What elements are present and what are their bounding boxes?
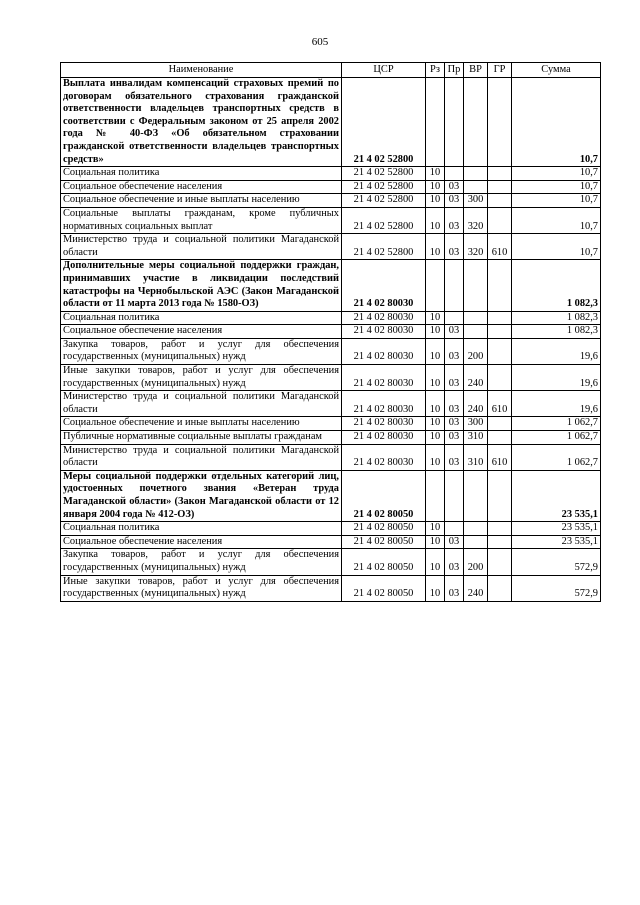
cell-pr: 03	[445, 207, 464, 233]
cell-sum: 1 082,3	[512, 325, 601, 339]
cell-rz	[426, 260, 445, 311]
cell-pr: 03	[445, 338, 464, 364]
cell-csr: 21 4 02 80050	[342, 470, 426, 521]
cell-sum: 23 535,1	[512, 470, 601, 521]
cell-sum: 23 535,1	[512, 522, 601, 536]
cell-csr: 21 4 02 52800	[342, 234, 426, 260]
table-header-row	[61, 63, 601, 78]
cell-rz: 10	[426, 365, 445, 391]
cell-sum: 572,9	[512, 549, 601, 575]
cell-csr: 21 4 02 80050	[342, 575, 426, 601]
cell-gr	[488, 575, 512, 601]
cell-sum: 572,9	[512, 575, 601, 601]
cell-vr	[464, 535, 488, 549]
cell-name: Социальная политика	[61, 311, 342, 325]
table-row	[61, 535, 601, 549]
cell-gr: 610	[488, 391, 512, 417]
cell-name: Социальная политика	[61, 167, 342, 181]
cell-sum: 1 062,7	[512, 417, 601, 431]
cell-vr: 300	[464, 194, 488, 208]
cell-gr	[488, 431, 512, 445]
cell-pr	[445, 470, 464, 521]
table-body	[61, 78, 601, 602]
cell-gr	[488, 78, 512, 167]
cell-rz: 10	[426, 325, 445, 339]
cell-sum: 10,7	[512, 167, 601, 181]
cell-gr	[488, 338, 512, 364]
header-gr: ГР	[488, 63, 512, 78]
table-row	[61, 260, 601, 311]
cell-name: Социальное обеспечение населения	[61, 535, 342, 549]
cell-vr: 310	[464, 444, 488, 470]
cell-csr: 21 4 02 52800	[342, 78, 426, 167]
cell-vr: 320	[464, 234, 488, 260]
cell-name: Социальное обеспечение населения	[61, 325, 342, 339]
cell-sum: 1 062,7	[512, 444, 601, 470]
cell-sum: 1 082,3	[512, 260, 601, 311]
cell-name: Иные закупки товаров, работ и услуг для обеспечения государственных (муниципальных) нужд	[61, 365, 342, 391]
cell-rz: 10	[426, 535, 445, 549]
cell-sum: 23 535,1	[512, 535, 601, 549]
header-rz: Рз	[426, 63, 445, 78]
cell-gr: 610	[488, 234, 512, 260]
cell-rz: 10	[426, 444, 445, 470]
cell-gr	[488, 180, 512, 194]
cell-sum: 10,7	[512, 194, 601, 208]
cell-rz: 10	[426, 338, 445, 364]
cell-rz: 10	[426, 391, 445, 417]
cell-gr	[488, 535, 512, 549]
cell-pr: 03	[445, 575, 464, 601]
cell-pr: 03	[445, 234, 464, 260]
cell-gr	[488, 325, 512, 339]
cell-name: Министерство труда и социальной политики Магаданской области	[61, 234, 342, 260]
cell-vr	[464, 470, 488, 521]
cell-pr	[445, 311, 464, 325]
page-number: 605	[311, 36, 329, 48]
cell-gr	[488, 470, 512, 521]
cell-csr: 21 4 02 80050	[342, 549, 426, 575]
cell-csr: 21 4 02 52800	[342, 194, 426, 208]
cell-name: Иные закупки товаров, работ и услуг для обеспечения государственных (муниципальных) нужд	[61, 575, 342, 601]
cell-pr: 03	[445, 549, 464, 575]
table-row	[61, 522, 601, 536]
cell-vr: 320	[464, 207, 488, 233]
table-row	[61, 391, 601, 417]
cell-csr: 21 4 02 80030	[342, 444, 426, 470]
cell-sum: 1 082,3	[512, 311, 601, 325]
cell-csr: 21 4 02 52800	[342, 207, 426, 233]
cell-sum: 10,7	[512, 234, 601, 260]
cell-csr: 21 4 02 80030	[342, 431, 426, 445]
cell-rz: 10	[426, 180, 445, 194]
cell-pr: 03	[445, 365, 464, 391]
header-sum: Сумма	[512, 63, 601, 78]
cell-rz	[426, 78, 445, 167]
cell-name: Социальное обеспечение и иные выплаты населению	[61, 194, 342, 208]
cell-sum: 1 062,7	[512, 431, 601, 445]
header-pr: Пр	[445, 63, 464, 78]
cell-gr	[488, 260, 512, 311]
table-row	[61, 470, 601, 521]
cell-csr: 21 4 02 52800	[342, 167, 426, 181]
cell-csr: 21 4 02 80030	[342, 311, 426, 325]
cell-rz: 10	[426, 417, 445, 431]
cell-pr	[445, 78, 464, 167]
cell-sum: 19,6	[512, 391, 601, 417]
cell-vr	[464, 180, 488, 194]
cell-rz: 10	[426, 575, 445, 601]
cell-gr	[488, 194, 512, 208]
cell-pr: 03	[445, 325, 464, 339]
table-row	[61, 180, 601, 194]
table-row	[61, 311, 601, 325]
table-row	[61, 167, 601, 181]
table-row	[61, 194, 601, 208]
cell-vr	[464, 325, 488, 339]
table-row	[61, 78, 601, 167]
cell-sum: 19,6	[512, 365, 601, 391]
cell-gr	[488, 417, 512, 431]
cell-vr: 240	[464, 391, 488, 417]
cell-name: Социальные выплаты гражданам, кроме публичных нормативных социальных выплат	[61, 207, 342, 233]
cell-gr: 610	[488, 444, 512, 470]
header-name: Наименование	[61, 63, 342, 78]
cell-name: Социальное обеспечение населения	[61, 180, 342, 194]
cell-vr: 240	[464, 575, 488, 601]
cell-vr: 200	[464, 338, 488, 364]
cell-sum: 10,7	[512, 207, 601, 233]
cell-name: Министерство труда и социальной политики Магаданской области	[61, 391, 342, 417]
cell-sum: 19,6	[512, 338, 601, 364]
table-row	[61, 325, 601, 339]
cell-pr: 03	[445, 391, 464, 417]
cell-rz: 10	[426, 522, 445, 536]
cell-rz	[426, 470, 445, 521]
cell-rz: 10	[426, 167, 445, 181]
cell-sum: 10,7	[512, 180, 601, 194]
cell-csr: 21 4 02 80030	[342, 260, 426, 311]
budget-table	[60, 62, 601, 602]
table-row	[61, 575, 601, 601]
cell-pr: 03	[445, 444, 464, 470]
cell-csr: 21 4 02 80030	[342, 325, 426, 339]
cell-gr	[488, 167, 512, 181]
cell-csr: 21 4 02 80050	[342, 535, 426, 549]
cell-pr: 03	[445, 431, 464, 445]
cell-rz: 10	[426, 234, 445, 260]
cell-vr	[464, 78, 488, 167]
cell-vr: 300	[464, 417, 488, 431]
cell-name: Закупка товаров, работ и услуг для обеспечения государственных (муниципальных) нужд	[61, 338, 342, 364]
cell-vr	[464, 260, 488, 311]
table-row	[61, 431, 601, 445]
header-csr: ЦСР	[342, 63, 426, 78]
cell-pr	[445, 260, 464, 311]
cell-vr	[464, 311, 488, 325]
cell-name: Меры социальной поддержки отдельных категорий лиц, удостоенных почетного звания «Ветеран труда Магаданской области» (Закон Магаданской области от 12 января 2004 года № 412-ОЗ)	[61, 470, 342, 521]
cell-rz: 10	[426, 549, 445, 575]
cell-csr: 21 4 02 80030	[342, 365, 426, 391]
cell-csr: 21 4 02 80030	[342, 391, 426, 417]
cell-sum: 10,7	[512, 78, 601, 167]
table-row	[61, 234, 601, 260]
cell-pr: 03	[445, 417, 464, 431]
cell-gr	[488, 365, 512, 391]
cell-name: Публичные нормативные социальные выплаты гражданам	[61, 431, 342, 445]
cell-gr	[488, 549, 512, 575]
table-row	[61, 549, 601, 575]
cell-vr: 240	[464, 365, 488, 391]
cell-name: Социальное обеспечение и иные выплаты населению	[61, 417, 342, 431]
cell-csr: 21 4 02 80050	[342, 522, 426, 536]
cell-rz: 10	[426, 207, 445, 233]
table-row	[61, 365, 601, 391]
cell-csr: 21 4 02 80030	[342, 338, 426, 364]
header-vr: ВР	[464, 63, 488, 78]
cell-name: Закупка товаров, работ и услуг для обеспечения государственных (муниципальных) нужд	[61, 549, 342, 575]
cell-vr	[464, 167, 488, 181]
cell-rz: 10	[426, 431, 445, 445]
table-row	[61, 444, 601, 470]
cell-gr	[488, 522, 512, 536]
cell-pr: 03	[445, 194, 464, 208]
cell-csr: 21 4 02 80030	[342, 417, 426, 431]
table-row	[61, 207, 601, 233]
cell-pr: 03	[445, 535, 464, 549]
cell-name: Министерство труда и социальной политики Магаданской области	[61, 444, 342, 470]
cell-pr	[445, 167, 464, 181]
table-row	[61, 417, 601, 431]
cell-name: Выплата инвалидам компенсаций страховых премий по договорам обязательного страхования гражданской ответственности владельцев транспортных средств в соответствии с Федеральным законом от 25 апреля 2002 года № 40-ФЗ «Об обязательном страховании гражданской ответственности владельцев транспортных средств»	[61, 78, 342, 167]
cell-csr: 21 4 02 52800	[342, 180, 426, 194]
cell-rz: 10	[426, 311, 445, 325]
cell-gr	[488, 311, 512, 325]
table-row	[61, 338, 601, 364]
cell-pr	[445, 522, 464, 536]
cell-gr	[488, 207, 512, 233]
cell-rz: 10	[426, 194, 445, 208]
cell-name: Социальная политика	[61, 522, 342, 536]
cell-vr	[464, 522, 488, 536]
cell-vr: 200	[464, 549, 488, 575]
cell-vr: 310	[464, 431, 488, 445]
cell-pr: 03	[445, 180, 464, 194]
cell-name: Дополнительные меры социальной поддержки граждан, принимавших участие в ликвидации последствий катастрофы на Чернобыльской АЭС (Закон Магаданской области от 11 марта 2013 года № 1580-ОЗ)	[61, 260, 342, 311]
